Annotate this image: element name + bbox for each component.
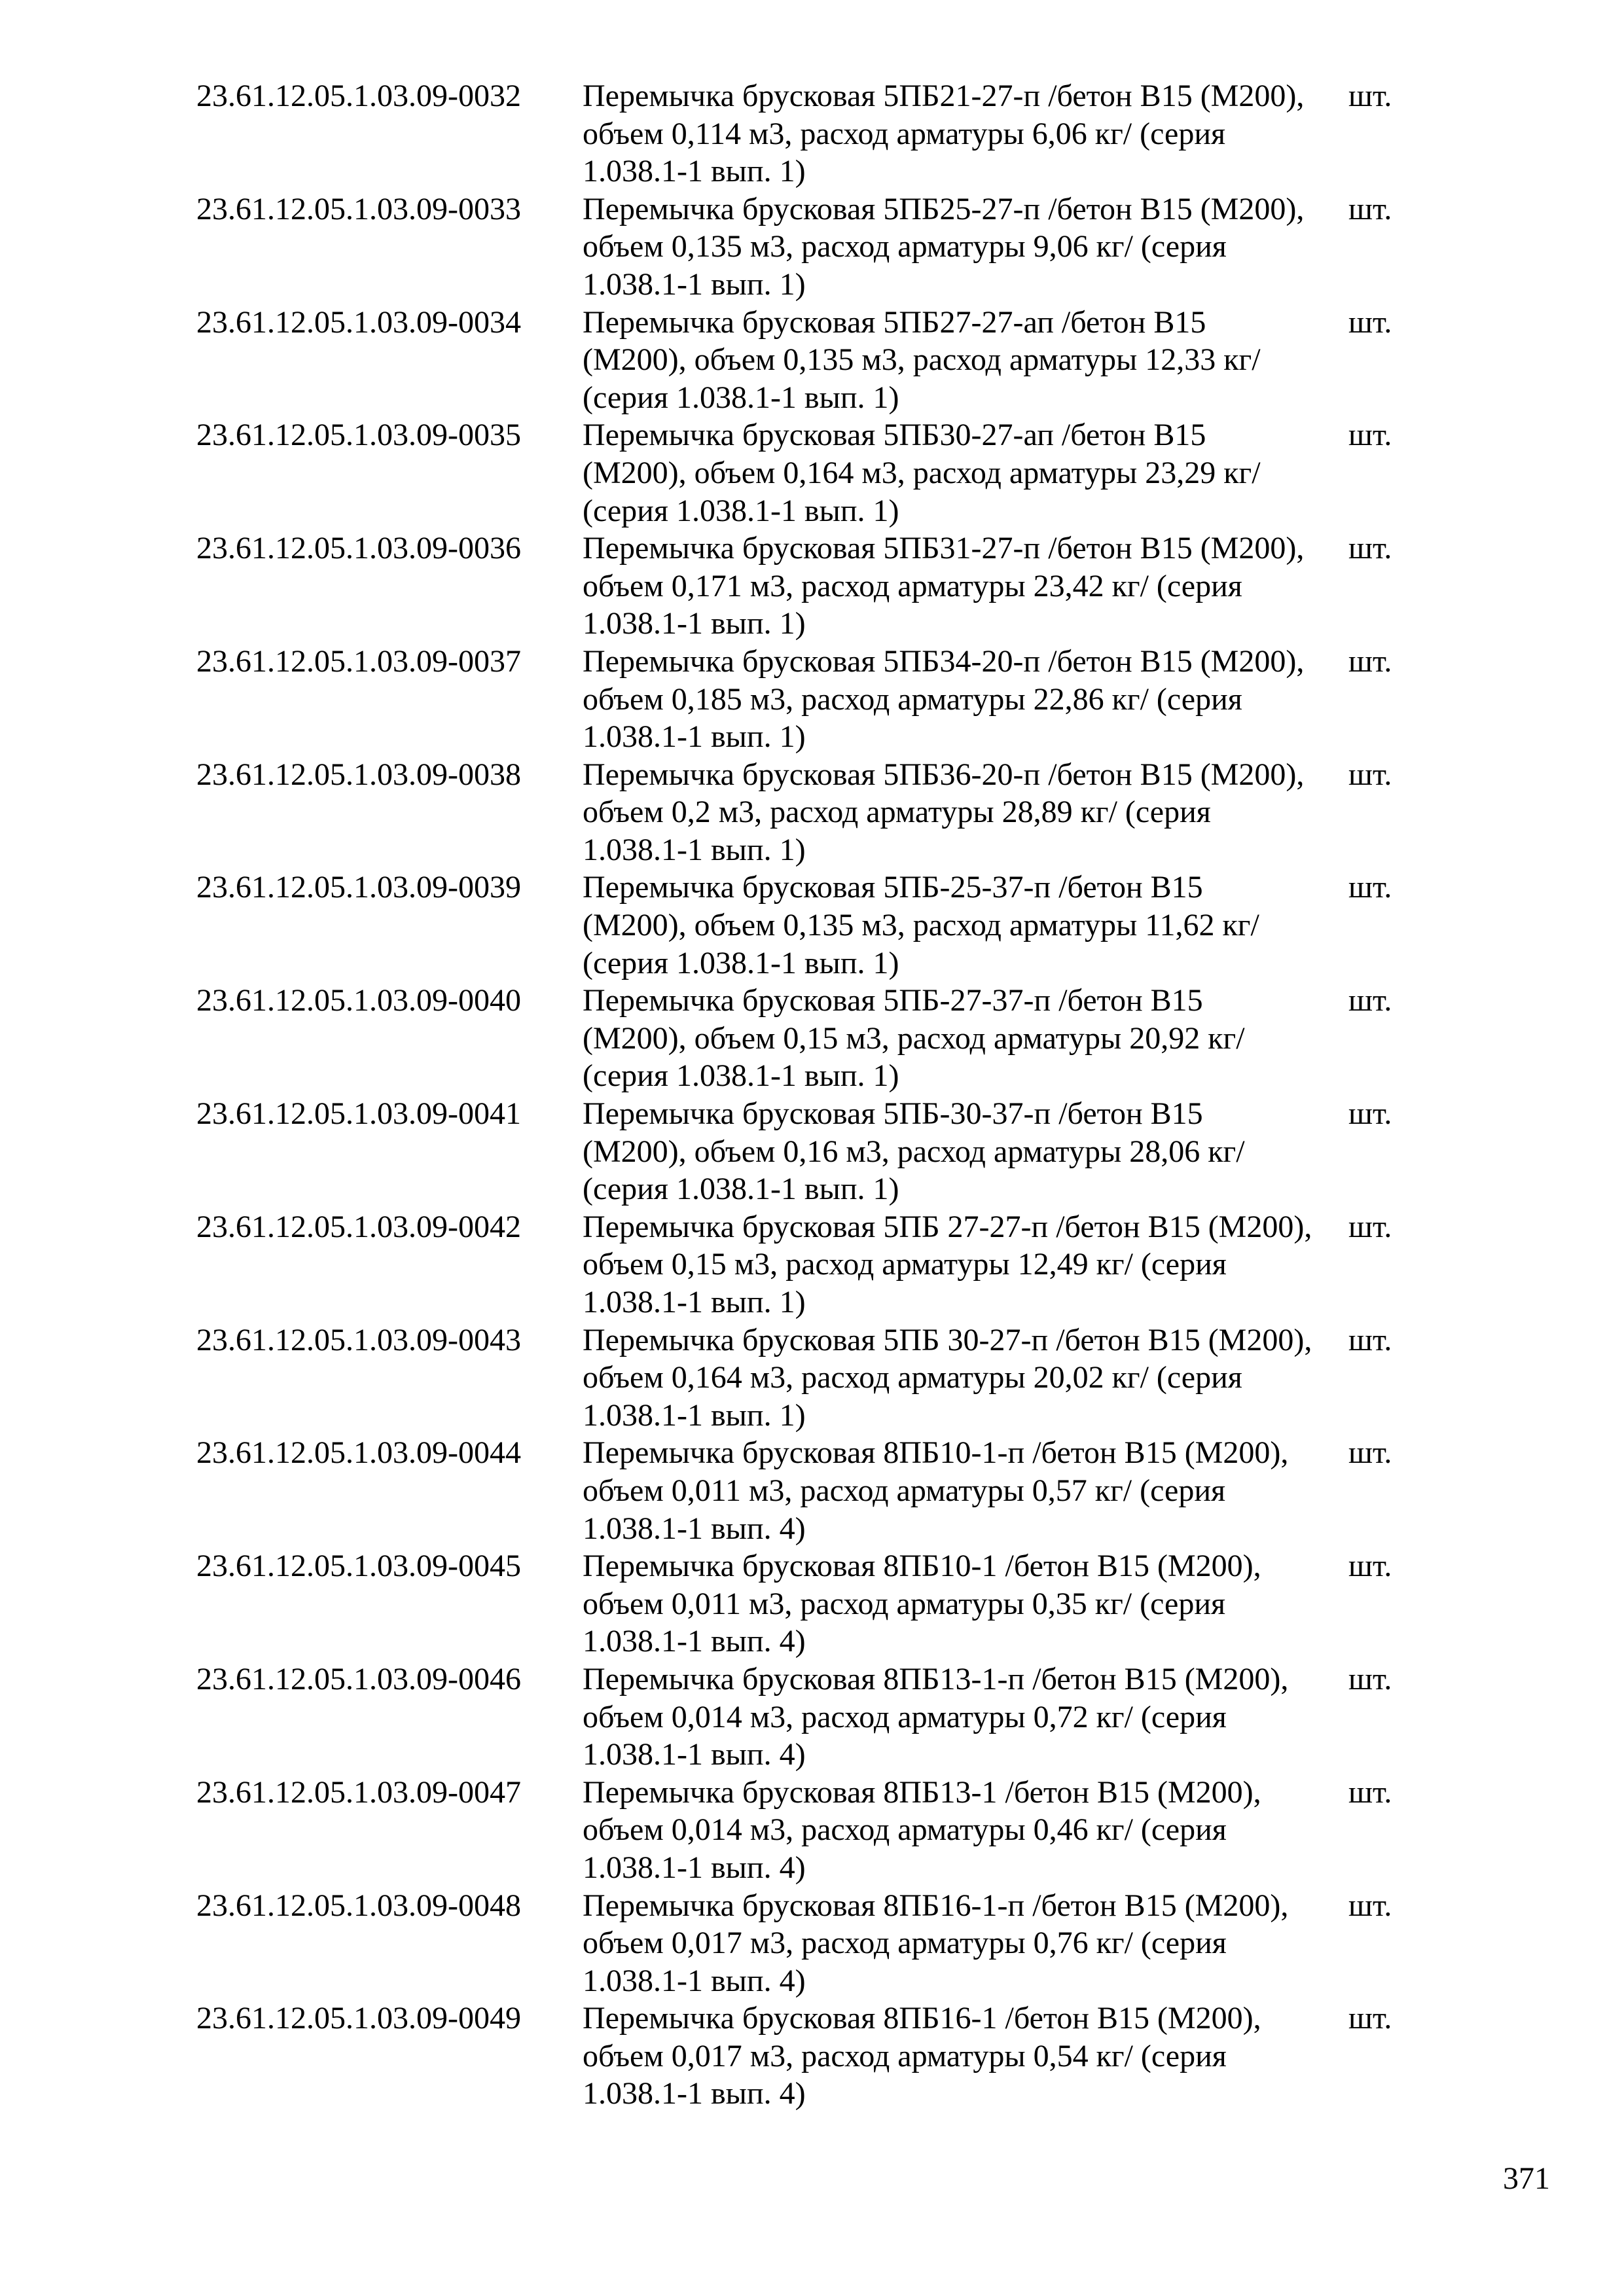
resource-description: Перемычка брусковая 5ПБ36-20-п /бетон В15 (М200), объем 0,2 м3, расход арматуры 28,89 кг/ (серия 1.038.1-1 вып. 1) xyxy=(583,757,1305,867)
resource-row xyxy=(196,1547,1440,1660)
resource-row xyxy=(196,2000,1440,2113)
resource-code: 23.61.12.05.1.03.09-0037 xyxy=(196,643,521,679)
resource-row xyxy=(196,77,1440,190)
resource-unit: шт. xyxy=(1348,2001,1392,2036)
resource-code: 23.61.12.05.1.03.09-0044 xyxy=(196,1435,521,1471)
resource-row xyxy=(196,643,1440,756)
resource-description: Перемычка брусковая 8ПБ10-1-п /бетон В15 (М200), объем 0,011 м3, расход арматуры 0,57 кг/ (серия 1.038.1-1 вып. 4) xyxy=(583,1435,1289,1546)
resource-unit: шт. xyxy=(1348,1549,1392,1584)
resource-code: 23.61.12.05.1.03.09-0036 xyxy=(196,531,521,566)
resource-code: 23.61.12.05.1.03.09-0034 xyxy=(196,304,521,340)
resource-unit: шт. xyxy=(1348,418,1392,453)
resource-row xyxy=(196,1774,1440,1887)
resource-code: 23.61.12.05.1.03.09-0041 xyxy=(196,1096,521,1132)
resource-description: Перемычка брусковая 8ПБ13-1-п /бетон В15 (М200), объем 0,014 м3, расход арматуры 0,72 кг/ (серия 1.038.1-1 вып. 4) xyxy=(583,1661,1289,1772)
resource-row xyxy=(196,304,1440,417)
resource-row xyxy=(196,1434,1440,1547)
resource-unit: шт. xyxy=(1348,191,1392,226)
resource-unit: шт. xyxy=(1348,79,1392,113)
resource-unit: шт. xyxy=(1348,643,1392,679)
resource-code: 23.61.12.05.1.03.09-0048 xyxy=(196,1888,521,1923)
resource-description: Перемычка брусковая 8ПБ16-1 /бетон В15 (М200), объем 0,017 м3, расход арматуры 0,54 кг/ (серия 1.038.1-1 вып. 4) xyxy=(583,2001,1261,2111)
resource-code: 23.61.12.05.1.03.09-0033 xyxy=(196,191,521,226)
resource-row xyxy=(196,1321,1440,1435)
resource-row xyxy=(196,529,1440,643)
resource-unit: шт. xyxy=(1348,1322,1392,1357)
resource-code: 23.61.12.05.1.03.09-0043 xyxy=(196,1322,521,1357)
resource-description: Перемычка брусковая 5ПБ31-27-п /бетон В15 (М200), объем 0,171 м3, расход арматуры 23,42 кг/ (серия 1.038.1-1 вып. 1) xyxy=(583,531,1305,641)
resource-row xyxy=(196,756,1440,869)
resource-code: 23.61.12.05.1.03.09-0042 xyxy=(196,1209,521,1244)
resource-list xyxy=(196,77,1440,2113)
resource-row xyxy=(196,1095,1440,1208)
resource-description: Перемычка брусковая 5ПБ25-27-п /бетон В15 (М200), объем 0,135 м3, расход арматуры 9,06 кг/ (серия 1.038.1-1 вып. 1) xyxy=(583,191,1305,302)
resource-description: Перемычка брусковая 8ПБ10-1 /бетон В15 (М200), объем 0,011 м3, расход арматуры 0,35 кг/ (серия 1.038.1-1 вып. 4) xyxy=(583,1549,1261,1659)
resource-unit: шт. xyxy=(1348,757,1392,792)
resource-unit: шт. xyxy=(1348,304,1392,340)
resource-code: 23.61.12.05.1.03.09-0049 xyxy=(196,2001,521,2036)
resource-unit: шт. xyxy=(1348,983,1392,1018)
resource-description: Перемычка брусковая 5ПБ 27-27-п /бетон В15 (М200), объем 0,15 м3, расход арматуры 12,49 кг/ (серия 1.038.1-1 вып. 1) xyxy=(583,1209,1312,1319)
resource-unit: шт. xyxy=(1348,1774,1392,1810)
resource-code: 23.61.12.05.1.03.09-0039 xyxy=(196,870,521,905)
resource-code: 23.61.12.05.1.03.09-0045 xyxy=(196,1549,521,1584)
resource-unit: шт. xyxy=(1348,1435,1392,1471)
resource-row xyxy=(196,1660,1440,1774)
resource-row xyxy=(196,982,1440,1095)
resource-code: 23.61.12.05.1.03.09-0038 xyxy=(196,757,521,792)
resource-unit: шт. xyxy=(1348,1888,1392,1923)
page-number: 371 xyxy=(1503,2161,1550,2196)
resource-code: 23.61.12.05.1.03.09-0047 xyxy=(196,1774,521,1810)
resource-code: 23.61.12.05.1.03.09-0040 xyxy=(196,983,521,1018)
resource-description: Перемычка брусковая 5ПБ 30-27-п /бетон В15 (М200), объем 0,164 м3, расход арматуры 20,02 кг/ (серия 1.038.1-1 вып. 1) xyxy=(583,1322,1312,1433)
resource-unit: шт. xyxy=(1348,531,1392,566)
resource-description: Перемычка брусковая 5ПБ34-20-п /бетон В15 (М200), объем 0,185 м3, расход арматуры 22,86 кг/ (серия 1.038.1-1 вып. 1) xyxy=(583,643,1305,755)
resource-unit: шт. xyxy=(1348,870,1392,905)
resource-row xyxy=(196,1208,1440,1321)
resource-description: Перемычка брусковая 8ПБ16-1-п /бетон В15 (М200), объем 0,017 м3, расход арматуры 0,76 кг/ (серия 1.038.1-1 вып. 4) xyxy=(583,1888,1289,1998)
resource-code: 23.61.12.05.1.03.09-0032 xyxy=(196,79,521,113)
resource-description: Перемычка брусковая 5ПБ27-27-ап /бетон В15 (М200), объем 0,135 м3, расход арматуры 12,33 кг/ (серия 1.038.1-1 вып. 1) xyxy=(583,304,1261,415)
resource-code: 23.61.12.05.1.03.09-0035 xyxy=(196,418,521,453)
resource-row xyxy=(196,190,1440,304)
resource-description: Перемычка брусковая 8ПБ13-1 /бетон В15 (М200), объем 0,014 м3, расход арматуры 0,46 кг/ (серия 1.038.1-1 вып. 4) xyxy=(583,1774,1261,1885)
resource-code: 23.61.12.05.1.03.09-0046 xyxy=(196,1661,521,1696)
resource-description: Перемычка брусковая 5ПБ30-27-ап /бетон В15 (М200), объем 0,164 м3, расход арматуры 23,29 кг/ (серия 1.038.1-1 вып. 1) xyxy=(583,418,1261,528)
resource-description: Перемычка брусковая 5ПБ-25-37-п /бетон В15 (М200), объем 0,135 м3, расход арматуры 11,62 кг/ (серия 1.038.1-1 вып. 1) xyxy=(583,870,1259,980)
resource-row xyxy=(196,416,1440,529)
resource-unit: шт. xyxy=(1348,1661,1392,1696)
resource-description: Перемычка брусковая 5ПБ21-27-п /бетон В15 (М200), объем 0,114 м3, расход арматуры 6,06 кг/ (серия 1.038.1-1 вып. 1) xyxy=(583,79,1305,189)
resource-unit: шт. xyxy=(1348,1096,1392,1132)
resource-row xyxy=(196,869,1440,982)
resource-description: Перемычка брусковая 5ПБ-27-37-п /бетон В15 (М200), объем 0,15 м3, расход арматуры 20,92 кг/ (серия 1.038.1-1 вып. 1) xyxy=(583,983,1245,1094)
resource-description: Перемычка брусковая 5ПБ-30-37-п /бетон В15 (М200), объем 0,16 м3, расход арматуры 28,06 кг/ (серия 1.038.1-1 вып. 1) xyxy=(583,1096,1245,1207)
resource-unit: шт. xyxy=(1348,1209,1392,1244)
resource-row xyxy=(196,1887,1440,2000)
